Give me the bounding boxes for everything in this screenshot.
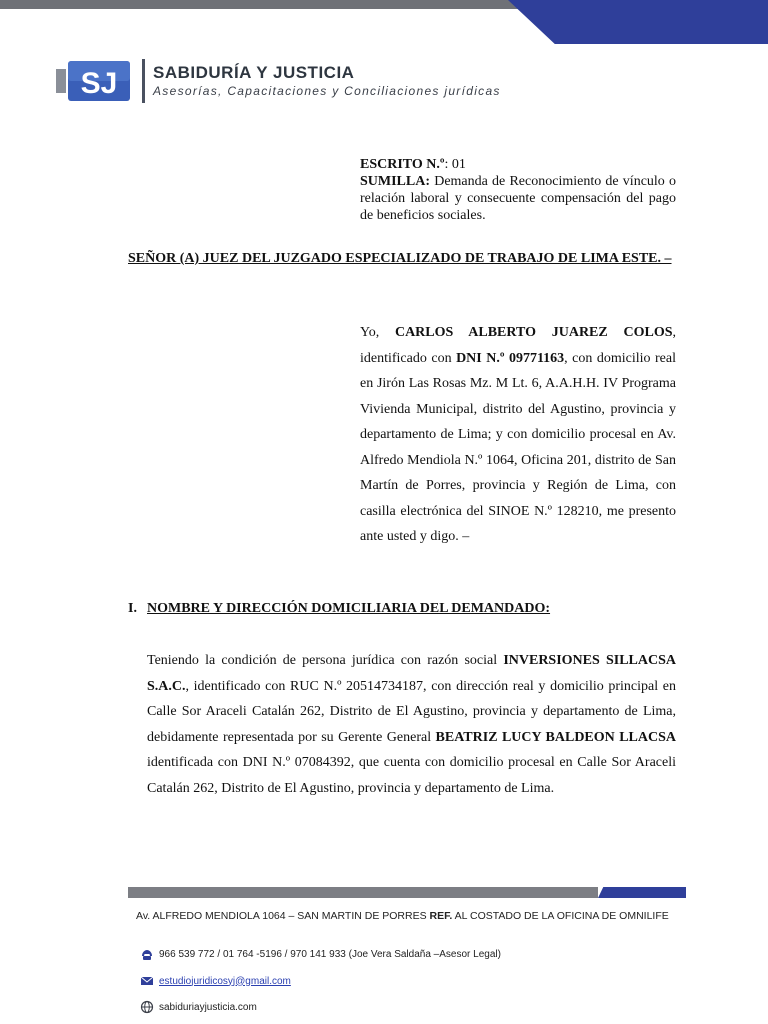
escrito-number-line xyxy=(360,156,676,173)
intro-text-3: , con domicilio real en Jirón Las Rosas Mz. M Lt. 6, A.A.H.H. IV Programa Vivienda Municipal, distrito del Agustino, provincia y departamento de Lima; y con domicilio procesal en Av. Alfredo Mendiola N.º 1064, Oficina 201, distrito de San Martín de Porres, provincia y Región de Lima, con casilla electrónica del SINOE N.º 128210, me presento ante usted y digo. – xyxy=(360,350,676,544)
footer-navy-bar xyxy=(598,887,686,898)
firm-tagline: Asesorías, Capacitaciones y Conciliaciones jurídicas xyxy=(153,84,501,98)
para-text-1: Teniendo la condición de persona jurídica con razón social xyxy=(147,653,504,668)
sj-logo-mark xyxy=(56,55,136,107)
logo-divider xyxy=(142,59,145,103)
footer-website xyxy=(140,998,257,1016)
address-part-1: Av. ALFREDO MENDIOLA 1064 – SAN MARTIN DE PORRES xyxy=(136,910,430,922)
footer-email xyxy=(140,972,291,990)
escrito-header xyxy=(360,156,676,224)
escrito-number: : 01 xyxy=(444,157,466,172)
firm-logo xyxy=(56,54,501,108)
defendant-manager: BEATRIZ LUCY BALDEON LLACSA xyxy=(435,729,676,745)
header-gray-band xyxy=(0,0,520,9)
phone-numbers: 966 539 772 / 01 764 -5196 / 970 141 933 (Joe Vera Saldaña –Asesor Legal) xyxy=(159,948,501,960)
defendant-company: INVERSIONES SILLACSA S.A.C. xyxy=(147,653,676,694)
addressee-heading: SEÑOR (A) JUEZ DEL JUZGADO ESPECIALIZADO DE TRABAJO DE LIMA ESTE. – xyxy=(128,251,672,266)
section-title: NOMBRE Y DIRECCIÓN DOMICILIARIA DEL DEMANDADO: xyxy=(147,601,551,616)
section-1-heading xyxy=(128,598,688,620)
address-ref: REF. xyxy=(429,910,453,922)
sumilla xyxy=(360,173,676,224)
plaintiff-dni: DNI N.º 09771163 xyxy=(456,350,565,366)
firm-name: SABIDURÍA Y JUSTICIA xyxy=(153,63,355,82)
globe-icon xyxy=(140,1000,154,1014)
escrito-label: ESCRITO N.º xyxy=(360,157,445,172)
intro-text-2: , identificado con xyxy=(360,325,676,366)
header-navy-band xyxy=(508,0,768,44)
footer-address xyxy=(136,910,696,922)
logo-initials: SJ xyxy=(80,67,118,100)
phone-icon xyxy=(140,947,154,961)
address-part-2: AL COSTADO DE LA OFICINA DE OMNILIFE xyxy=(452,910,669,922)
footer-gray-bar xyxy=(128,887,598,898)
footer-phones xyxy=(140,945,501,963)
plaintiff-name: CARLOS ALBERTO JUAREZ COLOS xyxy=(394,325,673,340)
email-link[interactable]: estudiojuridicosyj@gmail.com xyxy=(159,975,291,987)
defendant-paragraph xyxy=(147,648,676,801)
sumilla-label: SUMILLA: xyxy=(360,174,431,189)
envelope-icon xyxy=(140,974,154,988)
intro-text-1: Yo, xyxy=(360,325,395,340)
website-link[interactable]: sabiduriayjusticia.com xyxy=(159,1001,257,1013)
plaintiff-intro xyxy=(360,320,676,550)
para-text-3: identificada con DNI N.º 07084392, que cuenta con domicilio procesal en Calle Sor Araceli Catalán 262, Distrito de El Agustino, provincia y departamento de Lima. xyxy=(147,755,676,796)
section-number: I. xyxy=(128,601,137,616)
para-text-2: , identificado con RUC N.º 20514734187, con dirección real y domicilio principal en Calle Sor Araceli Catalán 262, Distrito de El Agustino, provincia y departamento de Lima, debidamente representada por su Gerente General xyxy=(147,678,676,745)
sumilla-text: Demanda de Reconocimiento de vínculo o relación laboral y consecuente compensación del pago de beneficios sociales. xyxy=(360,174,676,223)
